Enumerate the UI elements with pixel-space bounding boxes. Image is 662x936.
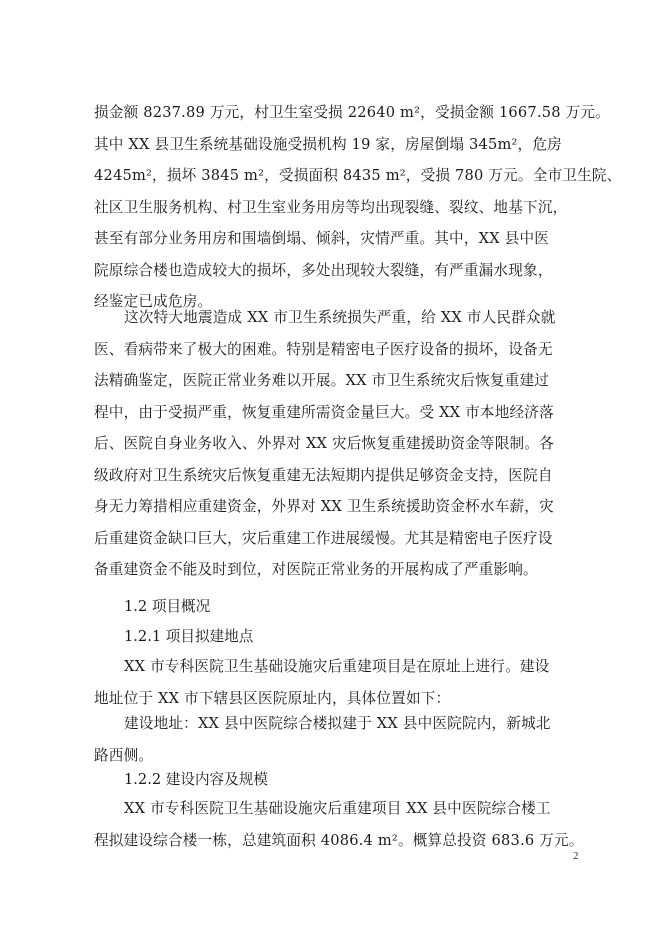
text-line: XX 市专科医院卫生基础设施灾后重建项目 XX 县中医院综合楼工	[124, 800, 551, 817]
paragraph-earthquake-impact	[94, 302, 580, 586]
page-number: 2	[573, 850, 579, 862]
section-heading-1-2-2: 1.2.2 建设内容及规模	[124, 771, 268, 788]
text-line: 法精确鉴定，医院正常业务难以开展。XX 市卫生系统灾后恢复重建过	[94, 372, 550, 389]
text-line: 医、看病带来了极大的困难。特别是精密电子医疗设备的损坏，设备无	[94, 340, 553, 358]
text-line: 社区卫生服务机构、村卫生室业务用房等均出现裂缝、裂纹、地基下沉，	[94, 198, 568, 216]
section-heading-1-2-1: 1.2.1 项目拟建地点	[124, 628, 254, 645]
text-line: 地址位于 XX 市下辖县区医院原址内，具体位置如下：	[94, 689, 451, 707]
paragraph-construction-address	[94, 708, 580, 771]
text-line: 程中，由于受损严重，恢复重建所需资金量巨大。受 XX 市本地经济落	[94, 403, 554, 421]
paragraph-project-location	[94, 651, 580, 714]
text-line: 这次特大地震造成 XX 市卫生系统损失严重，给 XX 市人民群众就	[124, 309, 556, 326]
text-line: 后、医院自身业务收入、外界对 XX 灾后恢复重建援助资金等限制。各	[94, 435, 554, 452]
text-line: 院原综合楼也造成较大的损坏，多处出现较大裂缝，有严重漏水现象，	[94, 261, 553, 279]
paragraph-construction-scale	[94, 793, 584, 856]
text-line: XX 市专科医院卫生基础设施灾后重建项目是在原址上进行。建设	[124, 658, 550, 675]
text-line: 身无力筹措相应重建资金，外界对 XX 卫生系统援助资金杯水车薪，灾	[94, 498, 554, 515]
text-line: 经鉴定已成危房。	[94, 293, 213, 310]
text-line: 备重建资金不能及时到位，对医院正常业务的开展构成了严重影响。	[94, 561, 538, 578]
text-line: 4245m²，损坏 3845 m²，受损面积 8435 m²，受损 780 万元。全市卫生院、	[94, 167, 622, 184]
paragraph-damage-statistics	[94, 97, 622, 318]
text-line: 其中 XX 县卫生系统基础设施受损机构 19 家，房屋倒塌 345m²，危房	[94, 135, 562, 153]
text-line: 程拟建设综合楼一栋，总建筑面积 4086.4 m²。概算总投资 683.6 万元。	[94, 831, 584, 849]
section-heading-1-2: 1.2 项目概况	[124, 598, 211, 615]
text-line: 路西侧。	[94, 746, 154, 764]
text-line: 甚至有部分业务用房和围墙倒塌、倾斜，灾情严重。其中，XX 县中医	[94, 230, 550, 247]
text-line: 建设地址：XX 县中医院综合楼拟建于 XX 县中医院院内，新城北	[124, 715, 551, 732]
text-line: 级政府对卫生系统灾后恢复重建无法短期内提供足够资金支持，医院自	[94, 466, 553, 484]
text-line: 后重建资金缺口巨大，灾后重建工作进展缓慢。尤其是精密电子医疗设	[94, 529, 553, 547]
text-line: 损金额 8237.89 万元，村卫生室受损 22640 m²，受损金额 1667.58 万元。	[94, 104, 610, 121]
